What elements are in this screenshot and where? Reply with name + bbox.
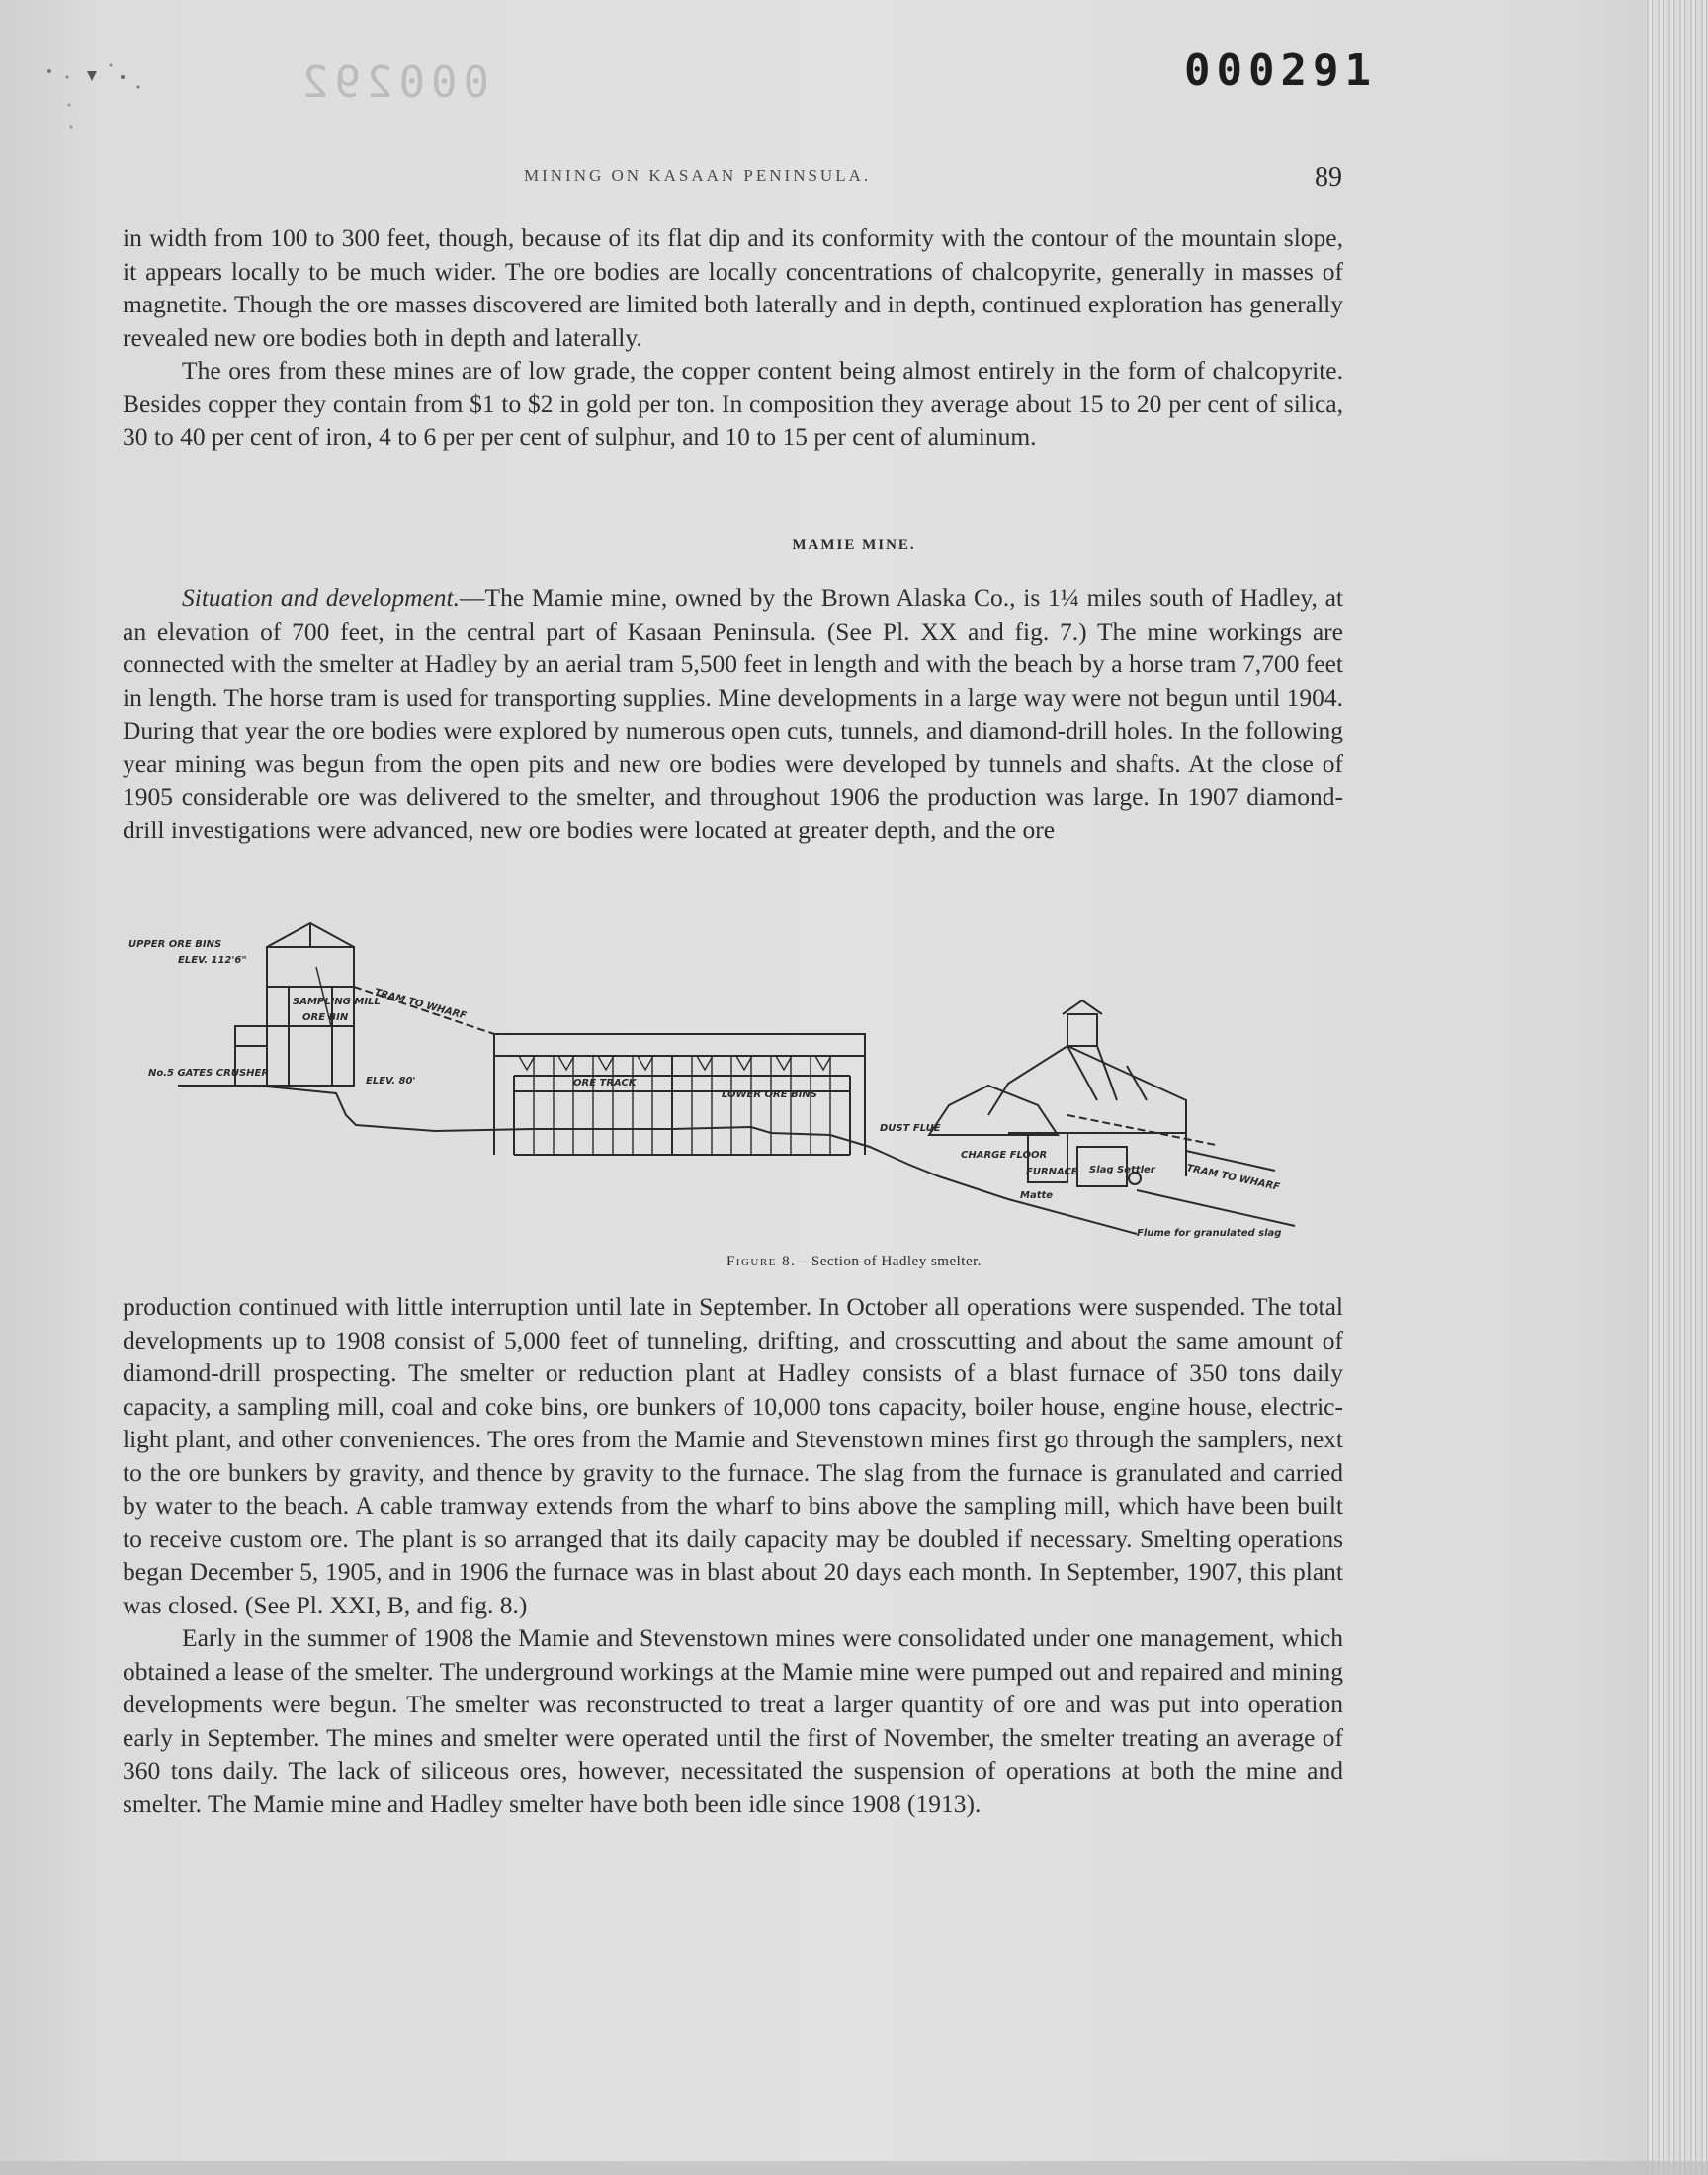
dust-flue xyxy=(929,1086,1058,1135)
label-elevation-top: ELEV. 112'6" xyxy=(178,955,247,966)
paragraph: in width from 100 to 300 feet, though, because of its flat dip and its conformity with the contour of the mountain slope, it appears locally to be much wider. The ore bodies are locally concentrations of chalcopyrite, generally in masses of magnetite. Though the ore masses discovered are limited both laterally and in depth, continued exploration has generally revealed new ore bodies both in depth and laterally. xyxy=(123,223,1343,352)
paragraph-text: —The Mamie mine, owned by the Brown Alaska Co., is 1¼ miles south of Hadley, at an elevation of 700 feet, in the central part of Kasaan Peninsula. (See Pl. XX and fig. 7.) The mine workings are connected with the smelter at Hadley by an aerial tram 5,500 feet in length and with the beach by a horse tram 7,700 feet in length. The horse tram is used for transporting supplies. Mine developments in a large way were not begun until 1904. During that year the ore bodies were explored by numerous open cuts, tunnels, and diamond-drill holes. In the following year mining was begun from the open pits and new ore bodies were developed by tunnels and shafts. At the close of 1905 considerable ore was delivered to the smelter, and throughout 1906 the production was large. In 1907 diamond-drill investigations were advanced, new ore bodies were located at greater depth, and the ore xyxy=(123,583,1343,844)
section-heading: MAMIE MINE. xyxy=(792,537,916,553)
figure-caption-text: —Section of Hadley smelter. xyxy=(796,1254,982,1269)
bates-stamp-number: 000291 xyxy=(1184,45,1377,96)
figure-caption-label: Figure 8. xyxy=(726,1254,797,1269)
label-upper-ore-bins: UPPER ORE BINS xyxy=(128,939,222,950)
paragraph: production continued with little interruption until late in September. In October all operations were suspended. The total developments up to 1908 consist of 5,000 feet of tunneling, drifting, and crosscutting and about the same amount of diamond-drill prospecting. The smelter or reduction plant at Hadley consists of a blast furnace of 350 tons daily capacity, a sampling mill, coal and coke bins, ore bunkers of 10,000 tons capacity, boiler house, engine house, electric-light plant, and other conveniences. The ores from the Mamie and Stevenstown mines first go through the samplers, next to the ore bunkers by gravity, and thence by gravity to the furnace. The slag from the furnace is granulated and carried by water to the beach. A cable tramway extends from the wharf to bins above the sampling mill, which have been built to receive custom ore. The plant is so arranged that its daily capacity may be doubled if necessary. Smelting operations began December 5, 1905, and in 1906 the furnace was in blast about 20 days each month. In September, 1907, this plant was closed. (See Pl. XXI, B, and fig. 8.) xyxy=(123,1292,1343,1619)
label-furnace: FURNACE xyxy=(1026,1167,1078,1177)
body-text-top xyxy=(123,221,1343,454)
page-edge-shadow xyxy=(1647,0,1708,2175)
label-ore-bin: ORE BIN xyxy=(302,1012,349,1023)
label-flume: Flume for granulated slag xyxy=(1137,1228,1282,1239)
body-text-situation xyxy=(123,581,1343,846)
paragraph xyxy=(123,581,1343,846)
label-elevation-mid: ELEV. 80' xyxy=(366,1076,416,1087)
paragraph: The ores from these mines are of low grade, the copper content being almost entirely in the form of chalcopyrite. Besides copper they contain from $1 to $2 in gold per ton. In composition they average about 15 to 20 per cent of silica, 30 to 40 per cent of iron, 4 to 6 per per cent of sulphur, and 10 to 15 per cent of aluminum. xyxy=(123,356,1343,451)
label-slag-settler: Slag Settler xyxy=(1089,1165,1155,1175)
ore-bin-shed-roof xyxy=(494,1034,865,1056)
paragraph: Early in the summer of 1908 the Mamie and Stevenstown mines were consolidated under one management, which obtained a lease of the smelter. The underground workings at the Mamie mine were pumped out and repaired and mining developments were begun. The smelter was reconstructed to treat a larger quantity of ore and was put into operation early in September. The mines and smelter were operated until the first of November, the smelter treating an average of 360 tons daily. The lack of siliceous ores, however, necessitated the suspension of operations at both the mine and smelter. The Mamie mine and Hadley smelter have both been idle since 1908 (1913). xyxy=(123,1623,1343,1818)
scan-specks xyxy=(40,57,178,146)
label-dust-flue: DUST FLUE xyxy=(880,1123,941,1134)
body-text-bottom xyxy=(123,1290,1343,1820)
figure-caption xyxy=(0,1254,1708,1270)
label-charge-floor: CHARGE FLOOR xyxy=(961,1150,1048,1161)
label-lower-ore-bins: LOWER ORE BINS xyxy=(722,1089,817,1100)
running-title: MINING ON KASAAN PENINSULA. xyxy=(524,166,872,185)
label-sampling-mill: SAMPLING MILL xyxy=(293,997,381,1007)
label-tram-to-wharf-lower: TRAM TO WHARF xyxy=(1185,1163,1281,1193)
page-bottom-edge xyxy=(0,2161,1708,2175)
label-matte: Matte xyxy=(1020,1190,1054,1201)
run-in-heading: Situation and development. xyxy=(182,583,461,612)
bleed-through-stamp: 000292 xyxy=(297,57,489,108)
label-crusher: No.5 GATES CRUSHER xyxy=(148,1068,270,1079)
label-ore-track: ORE TRACK xyxy=(573,1078,637,1088)
label-tram-to-wharf-upper: TRAM TO WHARF xyxy=(373,987,468,1022)
page-number: 89 xyxy=(1315,162,1342,193)
smelter-section-figure xyxy=(119,917,1344,1248)
